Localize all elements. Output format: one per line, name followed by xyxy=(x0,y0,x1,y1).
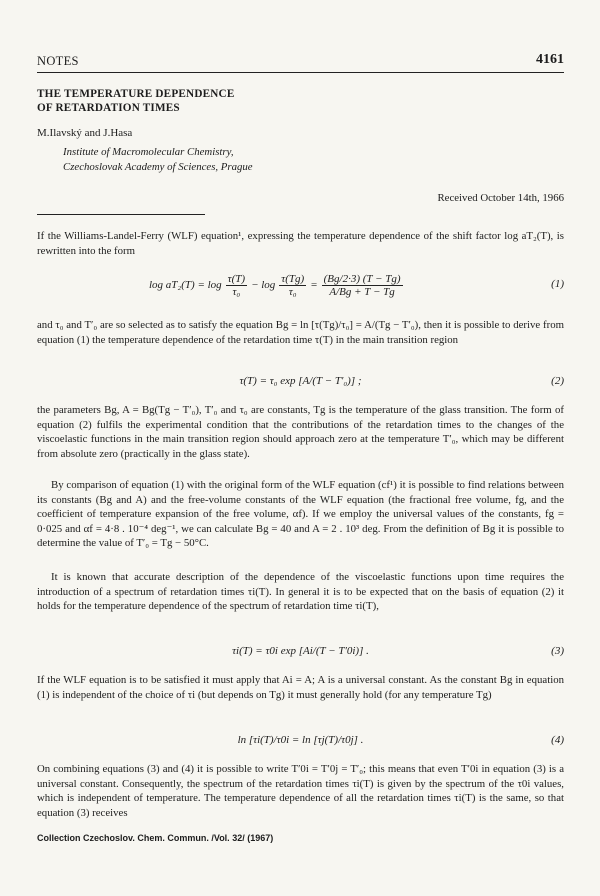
eq1-frac1-num: τ(T) xyxy=(227,272,246,285)
journal-footer: Collection Czechoslov. Chem. Commun. /Vol. 32/ (1967) xyxy=(37,833,274,843)
paragraph-2: and τ₀ and T′₀ are so selected as to satisfy the equation Bg = ln [τ(Tg)/τ₀] = A/(Tg − T′₀), then it is possible to derive from equation (1) the temperature dependence of the retardation time τ(T) in the main transition region xyxy=(37,319,564,346)
eq3-text: τi(T) = τ0i exp [Ai/(T − T′0i)] . xyxy=(232,645,369,657)
eq2-text: τ(T) = τ₀ exp [A/(T − T′₀)] ; xyxy=(239,375,362,387)
eq1-fraction-1 xyxy=(226,273,247,298)
eq1-frac2-num: τ(Tg) xyxy=(281,272,305,285)
affiliation-line-1: Institute of Macromolecular Chemistry, xyxy=(63,146,234,158)
paragraph-4: By comparison of equation (1) with the original form of the WLF equation (cf¹) it is possible to find relations between its constants (Bg and A) and the free-volume constants of the WLF equation (the fractional free volume, fg, and the coefficient of temperature expansion of the free volume, αf). If we employ the universal values of the constants, fg = 0·025 and αf = 4·8 . 10⁻⁴ deg⁻¹, we can calculate Bg = 40 and A = 2 . 10³ deg. From the definition of Bg it is possible to determine the value of T′₀ = Tg − 50°C. xyxy=(37,479,564,550)
affiliation-line-2: Czechoslovak Academy of Sciences, Prague xyxy=(63,161,253,173)
paragraph-1: If the Williams-Landel-Ferry (WLF) equation¹, expressing the temperature dependence of the shift factor log aT₂(T), is rewritten into the form xyxy=(37,230,564,257)
eq1-frac2-den: τ₀ xyxy=(288,285,297,298)
eq4-text: ln [τi(T)/τ0i = ln [τj(T)/τ0j] . xyxy=(237,734,364,746)
paragraph-7: On combining equations (3) and (4) it is possible to write T′0i = T′0j = T′₀; this means that even T′0i in equation (3) is a universal constant. Consequently, the spectrum of the retardation times τi(T) is given by the spectrum of the τ0i values, which is independent of temperature. The temperature dependence of all the retardation times τi(T) is the same, so that equation (3) receives xyxy=(37,763,564,819)
equation-3 xyxy=(37,645,564,659)
article-title xyxy=(37,87,234,115)
authors: M.Ilavský and J.Hasa xyxy=(37,127,133,139)
paragraph-5: It is known that accurate description of the dependence of the viscoelastic functions upon time requires the introduction of a spectrum of retardation times τi(T). In general it is to be expected that on the basis of equation (2) it holds for the temperature dependence of the spectrum of retardation time τi(T), xyxy=(37,571,564,613)
eq1-frac1-den: τ₀ xyxy=(232,285,241,298)
page-number: 4161 xyxy=(536,52,564,67)
eq4-number: (4) xyxy=(551,734,564,746)
paragraph-3: the parameters Bg, A = Bg(Tg − T′₀), T′₀ and τ₀ are constants, Tg is the temperature of the glass transition. The form of equation (2) fulfils the experimental condition that the contributions of the retardation times to the changes of the viscoelastic functions in the main transition region should approach zero at the temperature T′₀, which may be different from absolute zero (practically in the glass state). xyxy=(37,404,564,460)
section-label: NOTES xyxy=(37,54,79,68)
section-rule xyxy=(37,214,205,215)
eq2-number: (2) xyxy=(551,375,564,387)
eq3-number: (3) xyxy=(551,645,564,657)
eq1-frac3-den: A/Bg + T − Tg xyxy=(329,285,395,298)
header-rule xyxy=(37,72,564,73)
title-line-1: THE TEMPERATURE DEPENDENCE xyxy=(37,88,235,100)
affiliation xyxy=(63,145,253,175)
eq1-fraction-2 xyxy=(279,273,306,298)
received-date: Received October 14th, 1966 xyxy=(437,192,564,204)
running-header xyxy=(37,54,564,70)
eq1-left: log aT₂(T) = log xyxy=(149,279,222,291)
equation-1 xyxy=(37,268,564,302)
title-line-2: OF RETARDATION TIMES xyxy=(37,102,180,114)
equation-2 xyxy=(37,375,564,389)
eq1-minus: − log xyxy=(251,279,276,291)
eq1-number: (1) xyxy=(551,278,564,290)
equation-4 xyxy=(37,734,564,748)
eq1-fraction-3 xyxy=(322,273,403,298)
eq1-frac3-num: (Bg/2·3) (T − Tg) xyxy=(323,272,401,285)
paragraph-6: If the WLF equation is to be satisfied it must apply that Ai = A; A is a universal constant. As the constant Bg in equation (1) is independent of the choice of τi (but depends on Tg) it must generally hold (for any temperature Tg) xyxy=(37,674,564,701)
eq1-equals: = xyxy=(310,279,318,291)
